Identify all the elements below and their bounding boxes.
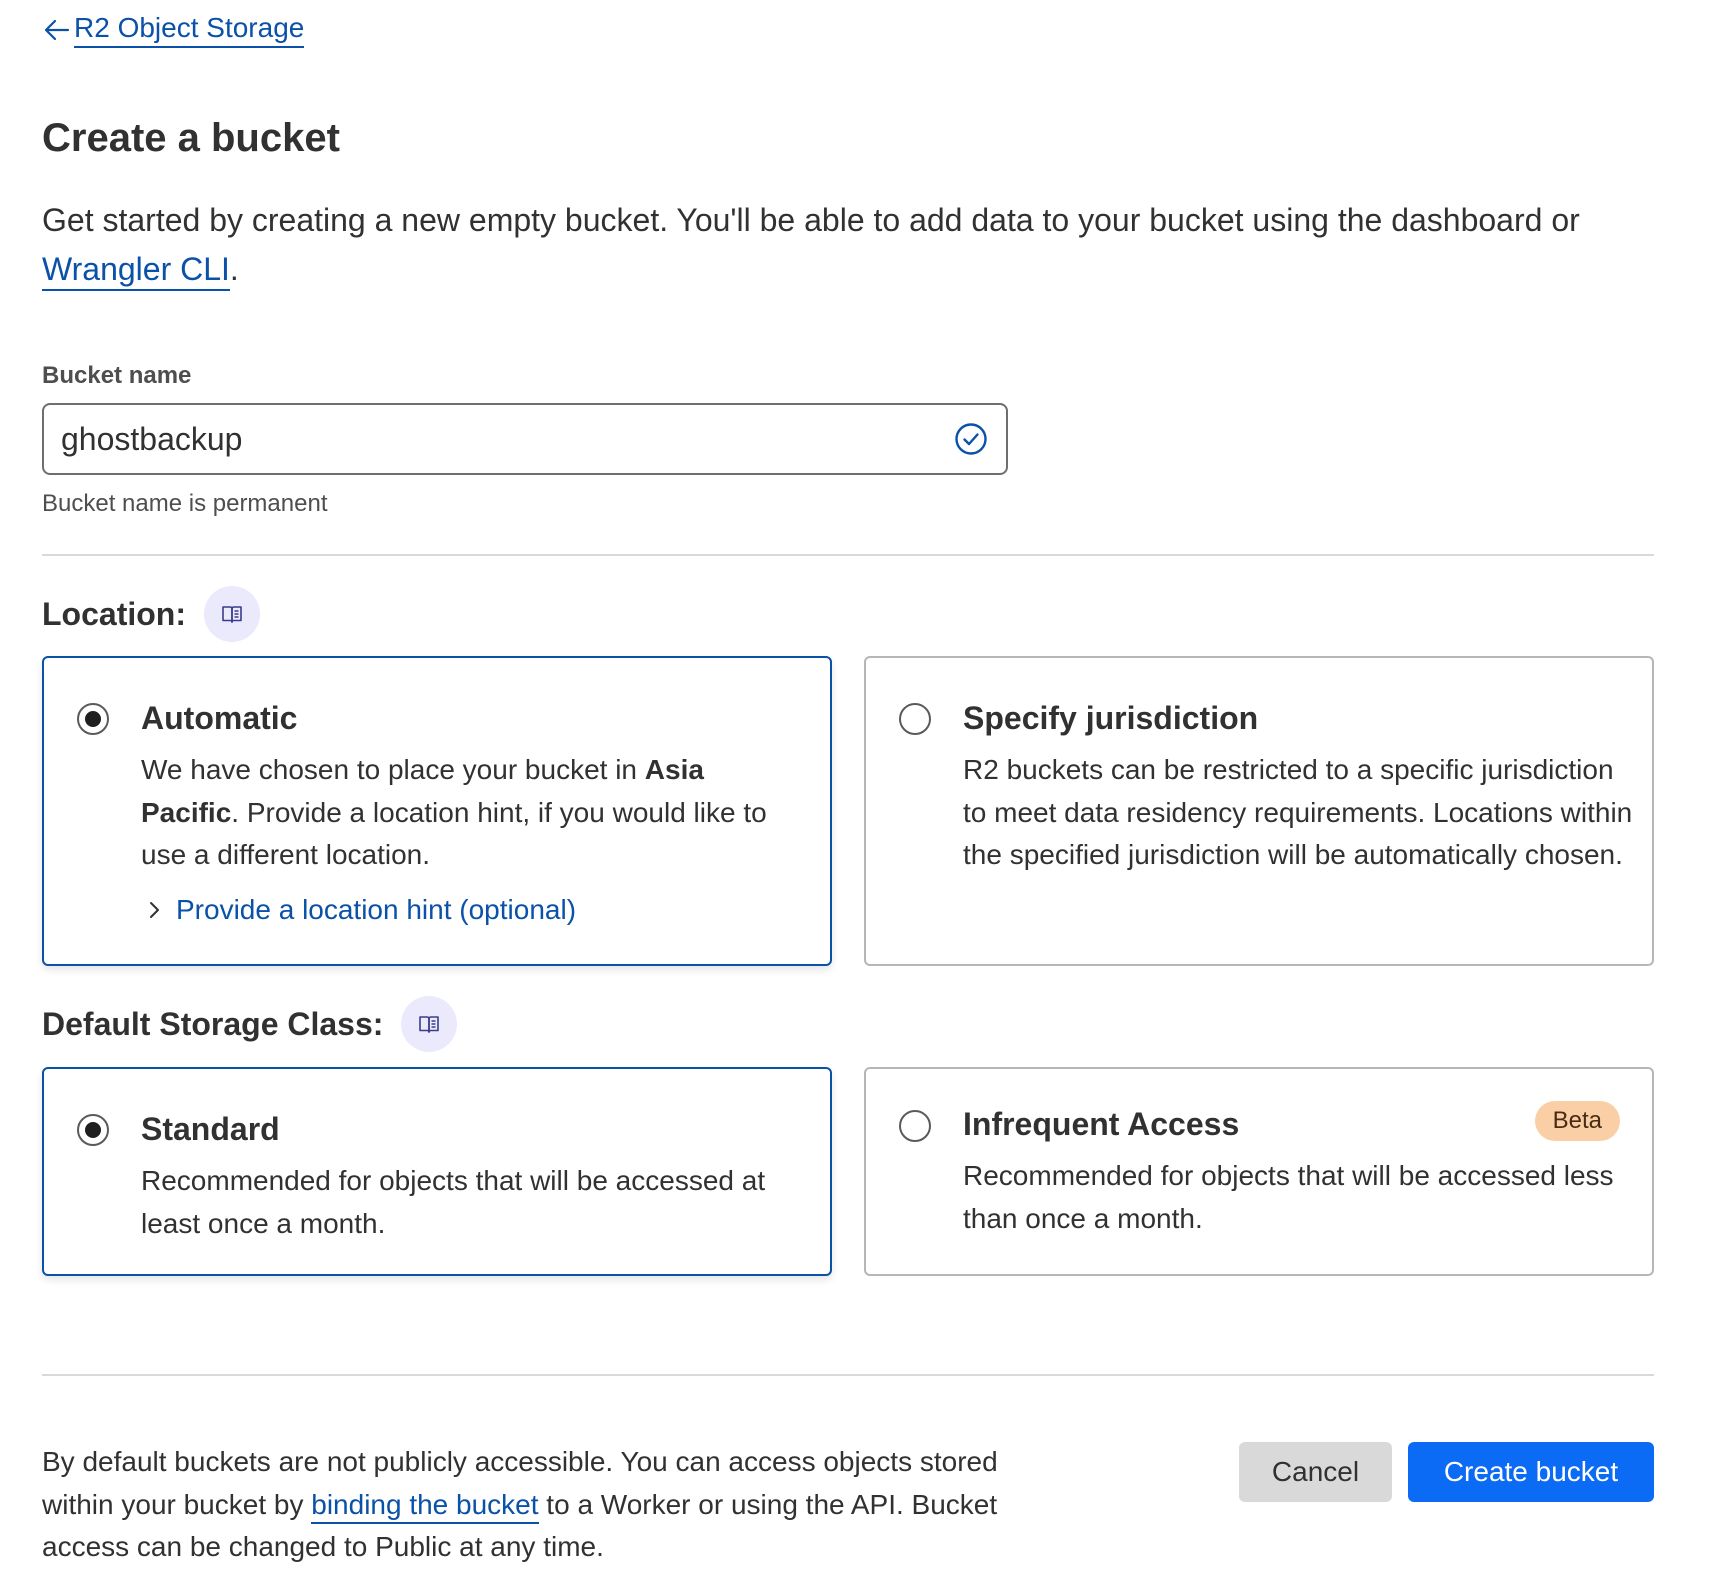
intro-text-end: .: [229, 251, 239, 287]
bucket-name-helper: Bucket name is permanent: [42, 490, 328, 517]
infrequent-access-title: Infrequent Access: [963, 1106, 1240, 1142]
page-title: Create a bucket: [42, 116, 340, 160]
cancel-button[interactable]: Cancel: [1239, 1442, 1392, 1502]
storage-class-heading-label: Default Storage Class:: [42, 1005, 384, 1042]
location-docs-button[interactable]: [204, 586, 260, 642]
jurisdiction-title: Specify jurisdiction: [963, 700, 1259, 736]
standard-title: Standard: [141, 1111, 280, 1147]
chevron-right-icon: [144, 900, 164, 920]
automatic-description: [141, 749, 806, 877]
access-notice-start: By default buckets are not publicly accessible. You can access objects stored within your bucket by: [42, 1446, 998, 1520]
infrequent-access-description: Recommended for objects that will be accessed less than once a month.: [963, 1160, 1614, 1234]
storage-option-standard[interactable]: [42, 1067, 832, 1276]
create-bucket-button[interactable]: Create bucket: [1408, 1442, 1654, 1502]
jurisdiction-radio[interactable]: [899, 703, 931, 735]
access-notice: [42, 1441, 1062, 1569]
jurisdiction-description: R2 buckets can be restricted to a specific jurisdiction to meet data residency requirements. Locations within the specified jurisdiction will be automatically chosen.: [963, 754, 1633, 870]
location-heading-label: Location:: [42, 595, 186, 632]
infrequent-access-radio[interactable]: [899, 1110, 931, 1142]
storage-class-docs-button[interactable]: [401, 996, 457, 1052]
bucket-name-label: Bucket name: [42, 362, 192, 389]
beta-badge: Beta: [1535, 1101, 1620, 1141]
automatic-description-start: We have chosen to place your bucket in: [141, 754, 645, 785]
location-option-jurisdiction[interactable]: [864, 656, 1654, 966]
location-hint-label: Provide a location hint (optional): [176, 894, 577, 925]
automatic-radio[interactable]: [77, 703, 109, 735]
intro-text-body: Get started by creating a new empty bucket. You'll be able to add data to your bucket using the dashboard or: [42, 202, 1580, 238]
standard-radio[interactable]: [77, 1114, 109, 1146]
wrangler-cli-link[interactable]: Wrangler CLI: [42, 251, 230, 291]
book-icon: [417, 1012, 441, 1036]
storage-class-heading: [42, 996, 457, 1052]
bucket-name-input[interactable]: [44, 405, 954, 473]
book-icon: [220, 602, 244, 626]
binding-the-bucket-link[interactable]: binding the bucket: [311, 1489, 538, 1524]
breadcrumb-label: R2 Object Storage: [74, 12, 304, 48]
intro-text: [42, 196, 1692, 294]
bucket-name-field[interactable]: [42, 403, 1008, 475]
arrow-left-icon: [42, 15, 72, 45]
automatic-description-end: . Provide a location hint, if you would like to use a different location.: [141, 796, 767, 870]
location-heading: [42, 586, 260, 642]
check-circle-icon: [954, 422, 988, 456]
location-hint-toggle[interactable]: [144, 894, 576, 926]
breadcrumb-back-link[interactable]: [42, 12, 304, 48]
storage-option-infrequent-access[interactable]: [864, 1067, 1654, 1276]
standard-description: Recommended for objects that will be accessed at least once a month.: [141, 1165, 766, 1239]
divider: [42, 1374, 1654, 1376]
location-option-automatic[interactable]: [42, 656, 832, 966]
divider: [42, 554, 1654, 556]
automatic-title: Automatic: [141, 700, 298, 736]
access-notice-end: to a Worker or using the API. Bucket access can be changed to Public at any time.: [42, 1488, 998, 1562]
automatic-region: Asia Pacific: [141, 754, 704, 828]
